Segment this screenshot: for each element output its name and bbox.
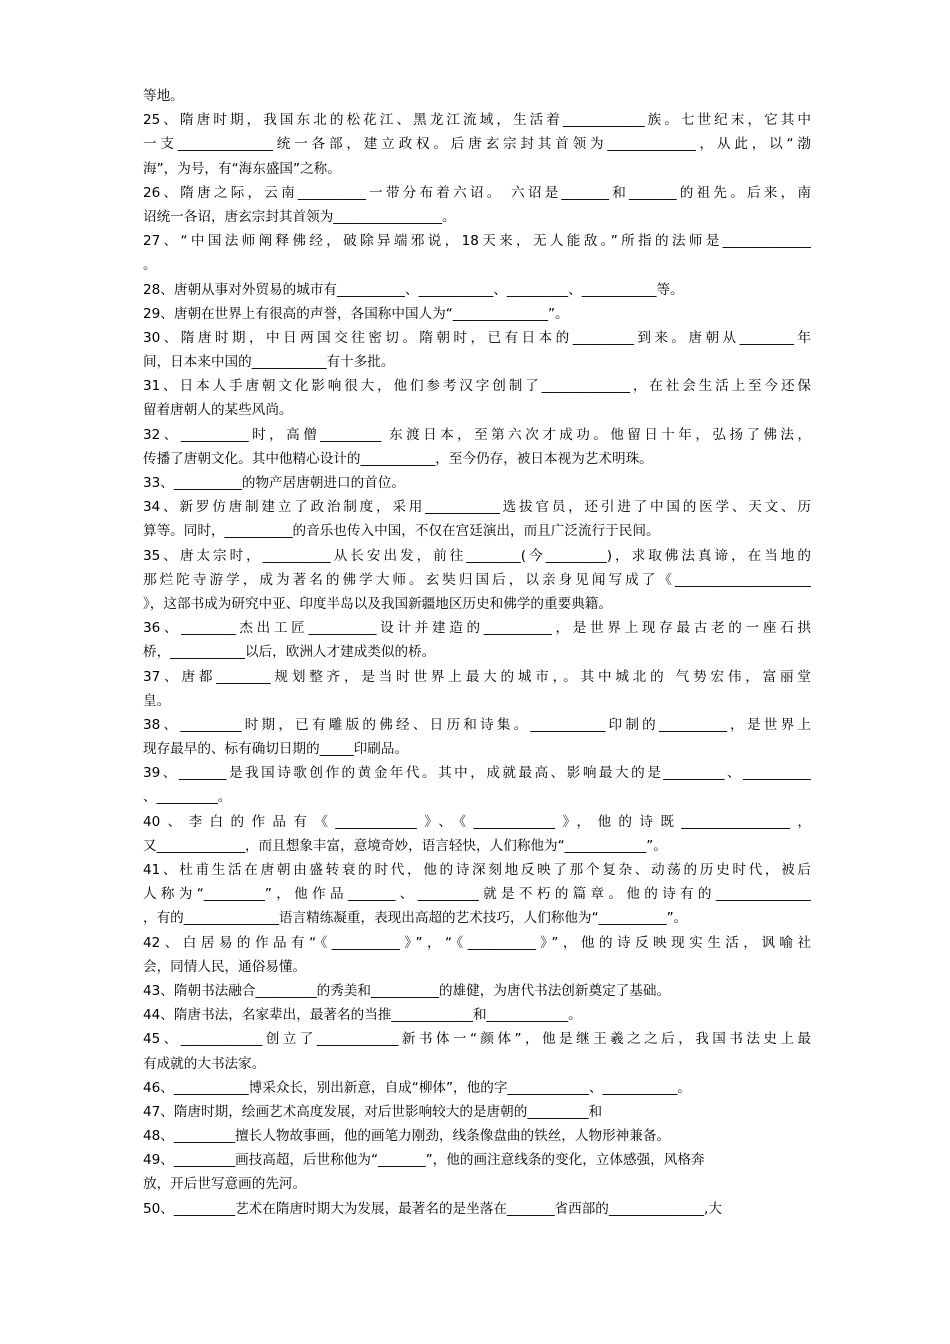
text-line: 40、李白的作品有《____________》、《____________》，他的诗既________________， [143,813,811,830]
text-line: 皇。 [143,692,171,709]
text-line: 27、“中国法师阐释佛经，破除异端邪说，18天来，无人能敌。”所指的法师是_____________ [143,233,811,250]
text-line: 41、杜甫生活在唐朝由盛转衰的时代，他的诗深刻地反映了那个复杂、动荡的历史时代，被后 [143,862,811,878]
text-line: 44、隋唐书法，名家辈出，最著名的当推____________和____________。 [143,1007,582,1024]
text-line: 放，开后世写意画的先河。 [143,1176,307,1193]
text-line: 47、隋唐时期，绘画艺术高度发展，对后世影响较大的是唐朝的_________和 [143,1103,603,1120]
text-line: 那烂陀寺游学，成为著名的佛学大师。玄奘归国后，以亲身见闻写成了《____________________ [143,571,811,588]
text-line: 传播了唐朝文化。其中他精心设计的___________，至今仍存，被日本视为艺术明珠。 [143,450,653,467]
text-line: 38、_________时期，已有雕版的佛经、日历和诗集。___________印制的__________，是世界上 [143,716,811,733]
text-line: 26、隋唐之际，云南__________一带分布着六诏。 六诏是_______和_______的祖先。后来，南 [143,184,811,201]
text-line: 31、日本人手唐朝文化影响很大，他们参考汉字创制了_____________，在社会生活上至今还保 [143,378,811,395]
text-line: 留着唐朝人的某些风尚。 [143,402,293,419]
text-line: 42、白居易的作品有“《__________》”，“《__________》”，他的诗反映现实生活，讽喻社 [143,934,811,951]
text-line: 人称为“_________”，他作品_______、_________就是不朽的篇章。他的诗有的______________ [143,886,811,903]
text-line: 间，日本来中国的___________有十多批。 [143,354,395,371]
text-line: 桥，___________以后，欧洲人才建成类似的桥。 [143,644,436,661]
text-line: 45、____________创立了____________新书体一“颜体”，他是继王羲之之后，我国书法史上最 [143,1031,811,1048]
text-line: 46、___________博采众长，别出新意，自成“柳体”，他的字____________、___________。 [143,1079,691,1096]
text-line: 39、_______是我国诗歌创作的黄金年代。其中，成就最高、影响最大的是_________、__________ [143,765,811,782]
text-line: 、_________。 [143,789,232,806]
document-page [143,84,811,1221]
text-line: 35、唐太宗时，__________从长安出发，前往________(今_________)，求取佛法真谛，在当地的 [143,547,811,564]
text-line: 25、隋唐时期，我国东北的松花江、黑龙江流域，生活着____________族。七世纪末，它其中 [143,112,811,129]
text-line: 等地。 [143,88,184,104]
text-line: 29、唐朝在世界上有很高的声誉，各国称中国人为“______________”。 [143,305,569,322]
text-line: ，有的______________语言精练凝重，表现出高超的艺术技巧，人们称他为“__________”。 [143,910,688,927]
text-line: 有成就的大书法家。 [143,1055,266,1072]
text-line: 》，这部书成为研究中亚、印度半岛以及我国新疆地区历史和佛学的重要典籍。 [143,595,612,612]
text-line: 37、唐都________规划整齐，是当时世界上最大的城市，。其中城北的 气势宏伟，富丽堂 [143,668,811,685]
text-line: 32、__________时，高僧_________ 东渡日本，至第六次才成功。他留日十年，弘扬了佛法， [143,426,811,443]
text-line: 海”，为号，有“海东盛国”之称。 [143,160,341,177]
text-line: 诏统一各诏，唐玄宗封其首领为________________。 [143,208,456,225]
text-line: 33、__________的物产居唐朝进口的首位。 [143,475,405,491]
text-line: 43、隋朝书法融合_________的秀美和__________的雄健，为唐代书法创新奠定了基础。 [143,982,671,999]
text-line: 34、新罗仿唐制建立了政治制度，采用___________选拔官员，还引进了中国的医学、天文、历 [143,499,811,516]
text-line: 又_____________，而且想象丰富，意境奇妙，语言轻快，人们称他为“____________”。 [143,837,667,854]
text-line: 现存最早的、标有确切日期的_____印刷品。 [143,741,409,758]
text-line: 。 [143,257,157,274]
text-line: 48、_________擅长人物故事画，他的画笔力刚劲，线条像盘曲的铁丝，人物形神兼备。 [143,1128,671,1145]
text-line: 会，同情人民，通俗易懂。 [143,958,307,975]
text-line: 36、________杰出工匠__________设计并建造的__________，是世界上现存最古老的一座石拱 [143,620,811,637]
text-line: 30、隋唐时期，中日两国交往密切。隋朝时，已有日本的_________到来。唐朝从________年 [143,329,811,346]
text-line: 50、_________艺术在隋唐时期大为发展，最著名的是坐落在_______省西部的______________,大 [143,1200,722,1217]
text-line: 一支______________统一各部，建立政权。后唐玄宗封其首领为_____________，从此，以“渤 [143,136,811,153]
text-line: 算等。同时，__________的音乐也传入中国，不仅在宫廷演出，而且广泛流行于民间。 [143,523,660,540]
text-line: 28、唐朝从事对外贸易的城市有__________、___________、_________、___________等。 [143,281,684,298]
text-line: 49、_________画技高超，后世称他为“_______”，他的画注意线条的变化，立体感强，风格奔 [143,1152,705,1169]
